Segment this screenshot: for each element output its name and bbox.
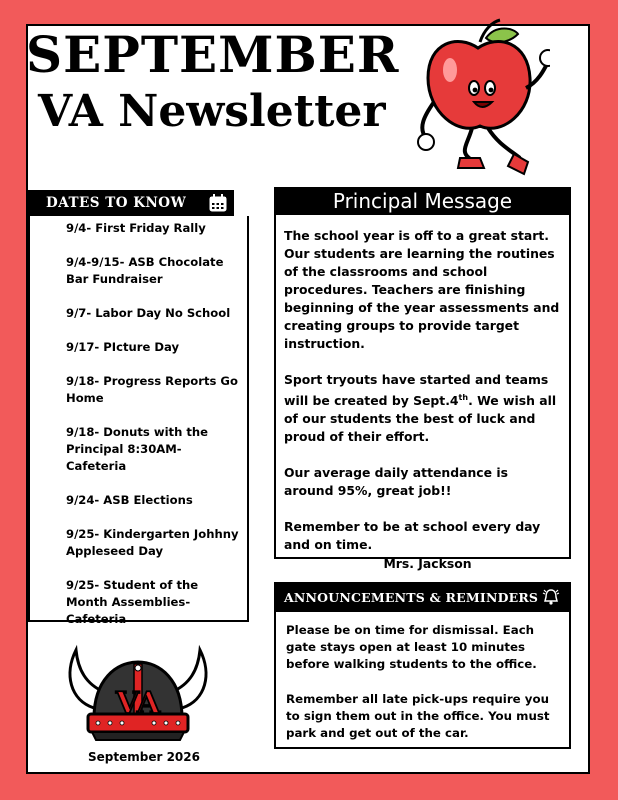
viking-helmet-logo-icon xyxy=(64,638,212,744)
dates-heading xyxy=(28,190,234,216)
principal-message xyxy=(274,215,571,572)
list-item: 9/4-9/15- ASB Chocolate Bar Fundraiser xyxy=(66,255,224,286)
list-item: 9/25- Student of the Month Assemblies- Cafeteria xyxy=(66,578,199,626)
title-newsletter: VA Newsletter xyxy=(38,86,386,137)
title-month: SEPTEMBER xyxy=(26,25,400,84)
bell-icon xyxy=(541,587,561,607)
principal-paragraph-3: Our average daily attendance is around 95%, great job!! xyxy=(284,465,508,499)
principal-paragraph-4: Remember to be at school every day and on time. xyxy=(284,519,541,553)
announcement-1: Please be on time for dismissal. Each gate stays open at least 10 minutes before walking students to the office. xyxy=(286,623,537,671)
announcements-list xyxy=(274,612,571,749)
dates-list xyxy=(28,216,249,626)
list-item: 9/17- PIcture Day xyxy=(66,340,180,354)
principal-p2-text-end: . We wish all of our students the best of luck and proud of their effort. xyxy=(284,393,557,445)
principal-p2-text: Sport tryouts have started and teams will be created by Sept.4 xyxy=(284,372,549,409)
principal-p2-sup: th xyxy=(458,393,469,402)
principal-paragraph-2 xyxy=(284,371,561,446)
announcements-heading-label: ANNOUNCEMENTS & REMINDERS xyxy=(284,589,539,605)
list-item: 9/25- Kindergarten Johhny Appleseed Day xyxy=(66,527,239,558)
list-item: 9/18- Donuts with the Principal 8:30AM- Cafeteria xyxy=(66,425,209,473)
calendar-icon xyxy=(208,193,228,213)
announcements-heading xyxy=(274,582,571,612)
principal-paragraph-1: The school year is off to a great start. Our students are learning the routines of the classrooms and school procedures. Teachers are finishing beginning of the year assessments and creating groups to provide target instruction. xyxy=(284,228,560,351)
footer-date: September 2026 xyxy=(88,750,200,764)
list-item: 9/7- Labor Day No School xyxy=(66,306,231,320)
list-item: 9/24- ASB Elections xyxy=(66,493,193,507)
dates-heading-label: DATES TO KNOW xyxy=(46,195,187,211)
logo-text: VA xyxy=(115,686,161,721)
list-item: 9/18- Progress Reports Go Home xyxy=(66,374,238,405)
principal-heading: Principal Message xyxy=(274,187,571,215)
announcement-2: Remember all late pick-ups require you to sign them out in the office. You must park and get out of the car. xyxy=(286,692,550,740)
apple-mascot-icon xyxy=(388,12,550,184)
list-item: 9/4- First Friday Rally xyxy=(66,221,206,235)
principal-signature: Mrs. Jackson xyxy=(383,556,472,572)
